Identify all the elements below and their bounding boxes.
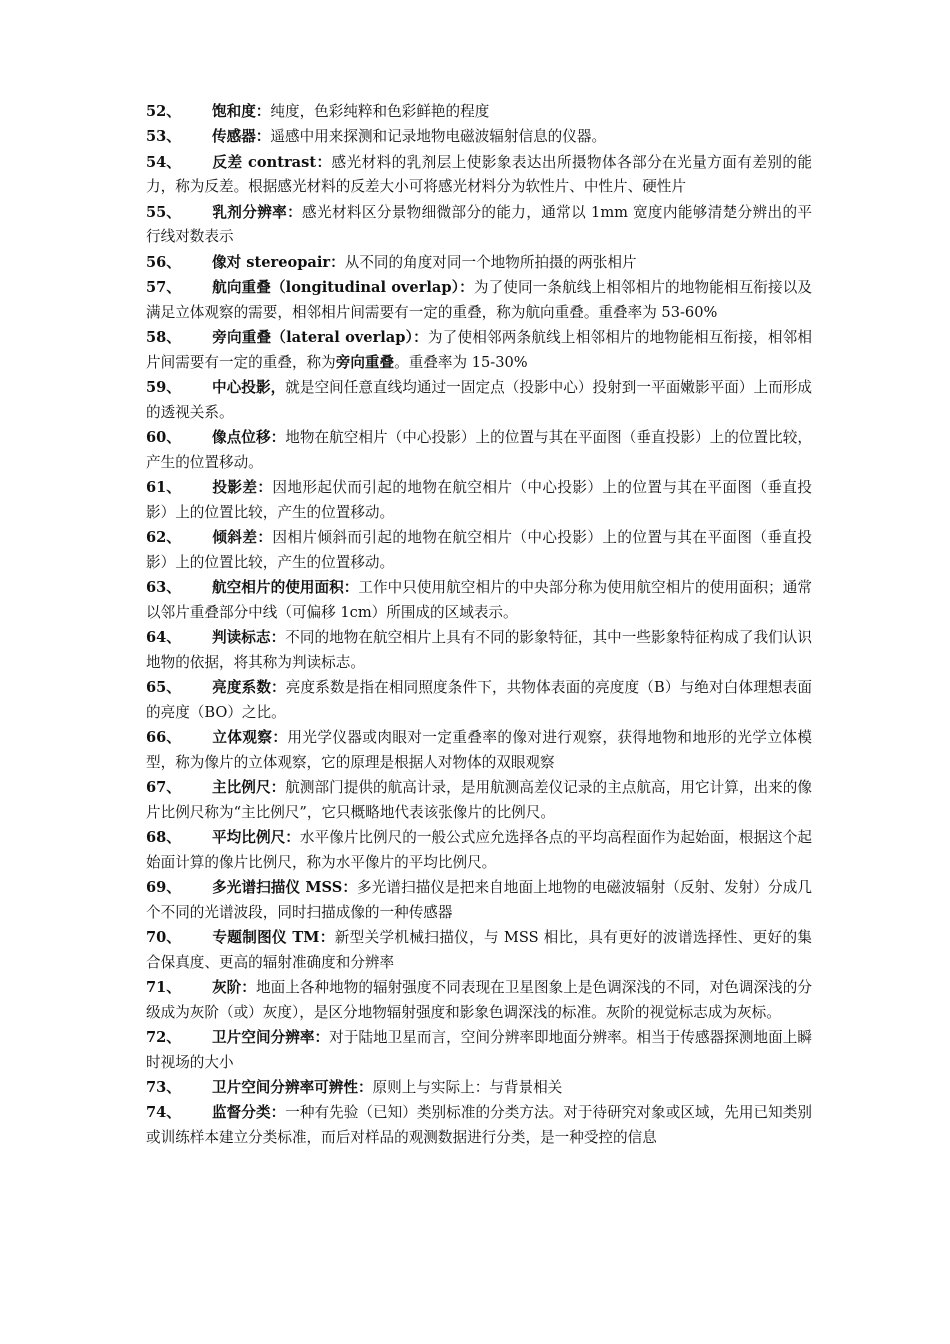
glossary-entry-56 [146,251,812,276]
entry-number: 56、 [146,253,181,271]
entry-term: 中心投影， [212,378,286,396]
glossary-entry-54 [146,151,812,201]
entry-definition: 遥感中用来探测和记录地物电磁波辐射信息的仪器。 [270,128,607,146]
entry-term: 传感器： [212,128,271,146]
glossary-entry-59 [146,376,812,426]
entry-definition: 地面上各种地物的辐射强度不同表现在卫星图象上是色调深浅的不同，对色调深浅的分级成为灰阶（或）灰度），是区分地物辐射强度和影象色调深浅的标准。灰阶的视觉标志成为灰标。 [146,978,812,1021]
entry-term: 平均比例尺： [212,828,300,846]
glossary-entry-72 [146,1026,812,1076]
entry-number: 55、 [146,203,181,221]
entry-definition: 多光谱扫描仪是把来自地面上地物的电磁波辐射（反射、发射）分成几个不同的光谱波段，同时扫描成像的一种传感器 [146,878,812,921]
entry-definition: 原则上与实际上：与背景相关 [372,1078,563,1096]
entry-term: 判读标志： [212,628,286,646]
entry-definition: 地物在航空相片（中心投影）上的位置与其在平面图（垂直投影）上的位置比较，产生的位置移动。 [146,428,812,471]
entry-term: 旁向重叠（lateral overlap）： [212,328,428,346]
glossary-entry-52 [146,100,812,125]
glossary-entry-61 [146,476,812,526]
entry-term: 投影差： [212,478,273,496]
entry-definition: 不同的地物在航空相片上具有不同的影象特征，其中一些影象特征构成了我们认识地物的依据，将其称为判读标志。 [146,628,812,671]
glossary-entry-71 [146,976,812,1026]
entry-term: 多光谱扫描仪 MSS： [212,878,358,896]
entry-number: 65、 [146,678,181,696]
glossary-entry-64 [146,626,812,676]
entry-term: 反差 contrast： [212,153,332,171]
glossary-entry-60 [146,426,812,476]
entry-definition: 用光学仪器或肉眼对一定重叠率的像对进行观察，获得地物和地形的光学立体模型，称为像片的立体观察，它的原理是根据人对物体的双眼观察 [146,728,812,771]
entry-number: 57、 [146,278,181,296]
glossary-entry-58 [146,326,812,376]
entry-term: 亮度系数： [212,678,286,696]
glossary-entry-68 [146,826,812,876]
entry-term: 乳剂分辨率： [212,203,303,221]
entry-number: 66、 [146,728,181,746]
entry-term: 航空相片的使用面积： [212,578,359,596]
entry-term: 立体观察： [212,728,288,746]
entry-definition: 从不同的角度对同一个地物所拍摄的两张相片 [344,253,637,271]
glossary-entry-70 [146,926,812,976]
entry-number: 61、 [146,478,181,496]
entry-definition: 新型关学机械扫描仪，与 MSS 相比，具有更好的波谱选择性、更好的集合保真度、更高的辐射准确度和分辨率 [146,928,812,971]
glossary-entry-62 [146,526,812,576]
entry-number: 53、 [146,128,181,146]
entry-term: 饱和度： [212,103,271,120]
entry-number: 73、 [146,1078,181,1096]
entry-number: 63、 [146,578,181,596]
glossary-entry-55 [146,201,812,251]
entry-term: 倾斜差： [212,528,273,546]
glossary-entry-66 [146,726,812,776]
entry-number: 64、 [146,628,181,646]
entry-number: 74、 [146,1104,181,1121]
entry-definition: 亮度系数是指在相同照度条件下，共物体表面的亮度度（B）与绝对白体理想表面的亮度（BO）之比。 [146,678,812,721]
entry-number: 52、 [146,103,181,120]
glossary-entry-69 [146,876,812,926]
entry-number: 70、 [146,928,181,946]
entry-term: 像点位移： [212,428,286,446]
entry-number: 69、 [146,878,181,896]
entry-number: 71、 [146,978,181,996]
entry-definition: 工作中只使用航空相片的中央部分称为使用航空相片的使用面积；通常以邻片重叠部分中线（可偏移 1cm）所围成的区域表示。 [146,578,812,621]
entry-definition: 航测部门提供的航高计录，是用航测高差仪记录的主点航高，用它计算，出来的像片比例尺称为“主比例尺”，它只概略地代表该张像片的比例尺。 [146,778,812,821]
entry-number: 68、 [146,828,181,846]
entry-term: 卫片空间分辨率可辨性： [212,1078,373,1096]
entry-definition: 为了使同一条航线上相邻相片的地物能相互衔接以及满足立体观察的需要，相邻相片间需要有一定的重叠，称为航向重叠。重叠率为 53-60% [146,278,812,321]
entry-number: 54、 [146,153,181,171]
entry-definition: 因相片倾斜而引起的地物在航空相片（中心投影）上的位置与其在平面图（垂直投影）上的位置比较，产生的位置移动。 [146,528,812,571]
entry-definition: 一种有先验（已知）类别标准的分类方法。对于待研究对象或区域，先用已知类别或训练样本建立分类标准，而后对样品的观测数据进行分类，是一种受控的信息 [146,1104,812,1146]
entry-definition: 感光材料的乳剂层上使影象表达出所摄物体各部分在光量方面有差别的能力，称为反差。根据感光材料的反差大小可将感光材料分为软性片、中性片、硬性片 [146,153,812,196]
entry-definition: 为了使相邻两条航线上相邻相片的地物能相互衔接，相邻相片间需要有一定的重叠，称为 [146,328,812,371]
entry-inline-term: 旁向重叠 [335,353,395,371]
entry-definition: 对于陆地卫星而言，空间分辨率即地面分辨率。相当于传感器探测地面上瞬时视场的大小 [146,1028,812,1071]
entry-definition: 就是空间任意直线均通过一固定点（投影中心）投射到一平面嫩影平面）上而形成的透视关系。 [146,378,812,421]
entry-definition: 因地形起伏而引起的地物在航空相片（中心投影）上的位置与其在平面图（垂直投影）上的位置比较，产生的位置移动。 [146,478,812,521]
entry-number: 60、 [146,428,181,446]
entry-term: 主比例尺： [212,778,286,796]
entry-term: 灰阶： [212,978,256,996]
glossary-entry-65 [146,676,812,726]
entry-term: 专题制图仪 TM： [212,928,335,946]
entry-number: 62、 [146,528,181,546]
entry-definition: 纯度，色彩纯粹和色彩鲜艳的程度 [270,103,490,120]
entry-definition: 水平像片比例尺的一般公式应允选择各点的平均高程面作为起始面，根据这个起始面计算的像片比例尺，称为水平像片的平均比例尺。 [146,828,812,871]
glossary-entry-74 [146,1101,812,1151]
entry-number: 59、 [146,378,181,396]
entry-number: 58、 [146,328,181,346]
entry-term: 航向重叠（longitudinal overlap）： [212,278,474,296]
entry-term: 监督分类： [212,1104,286,1121]
entry-term: 像对 stereopair： [212,253,345,271]
entry-term: 卫片空间分辨率： [212,1028,330,1046]
entry-number: 72、 [146,1028,181,1046]
glossary-entry-67 [146,776,812,826]
glossary-entry-57 [146,276,812,326]
glossary-entry-63 [146,576,812,626]
glossary-list [146,100,812,1151]
entry-definition-tail: 。重叠率为 15-30% [394,353,528,371]
entry-definition: 感光材料区分景物细微部分的能力，通常以 1mm 宽度内能够清楚分辨出的平行线对数表示 [146,203,812,246]
glossary-entry-73 [146,1076,812,1101]
entry-number: 67、 [146,778,181,796]
glossary-entry-53 [146,125,812,150]
